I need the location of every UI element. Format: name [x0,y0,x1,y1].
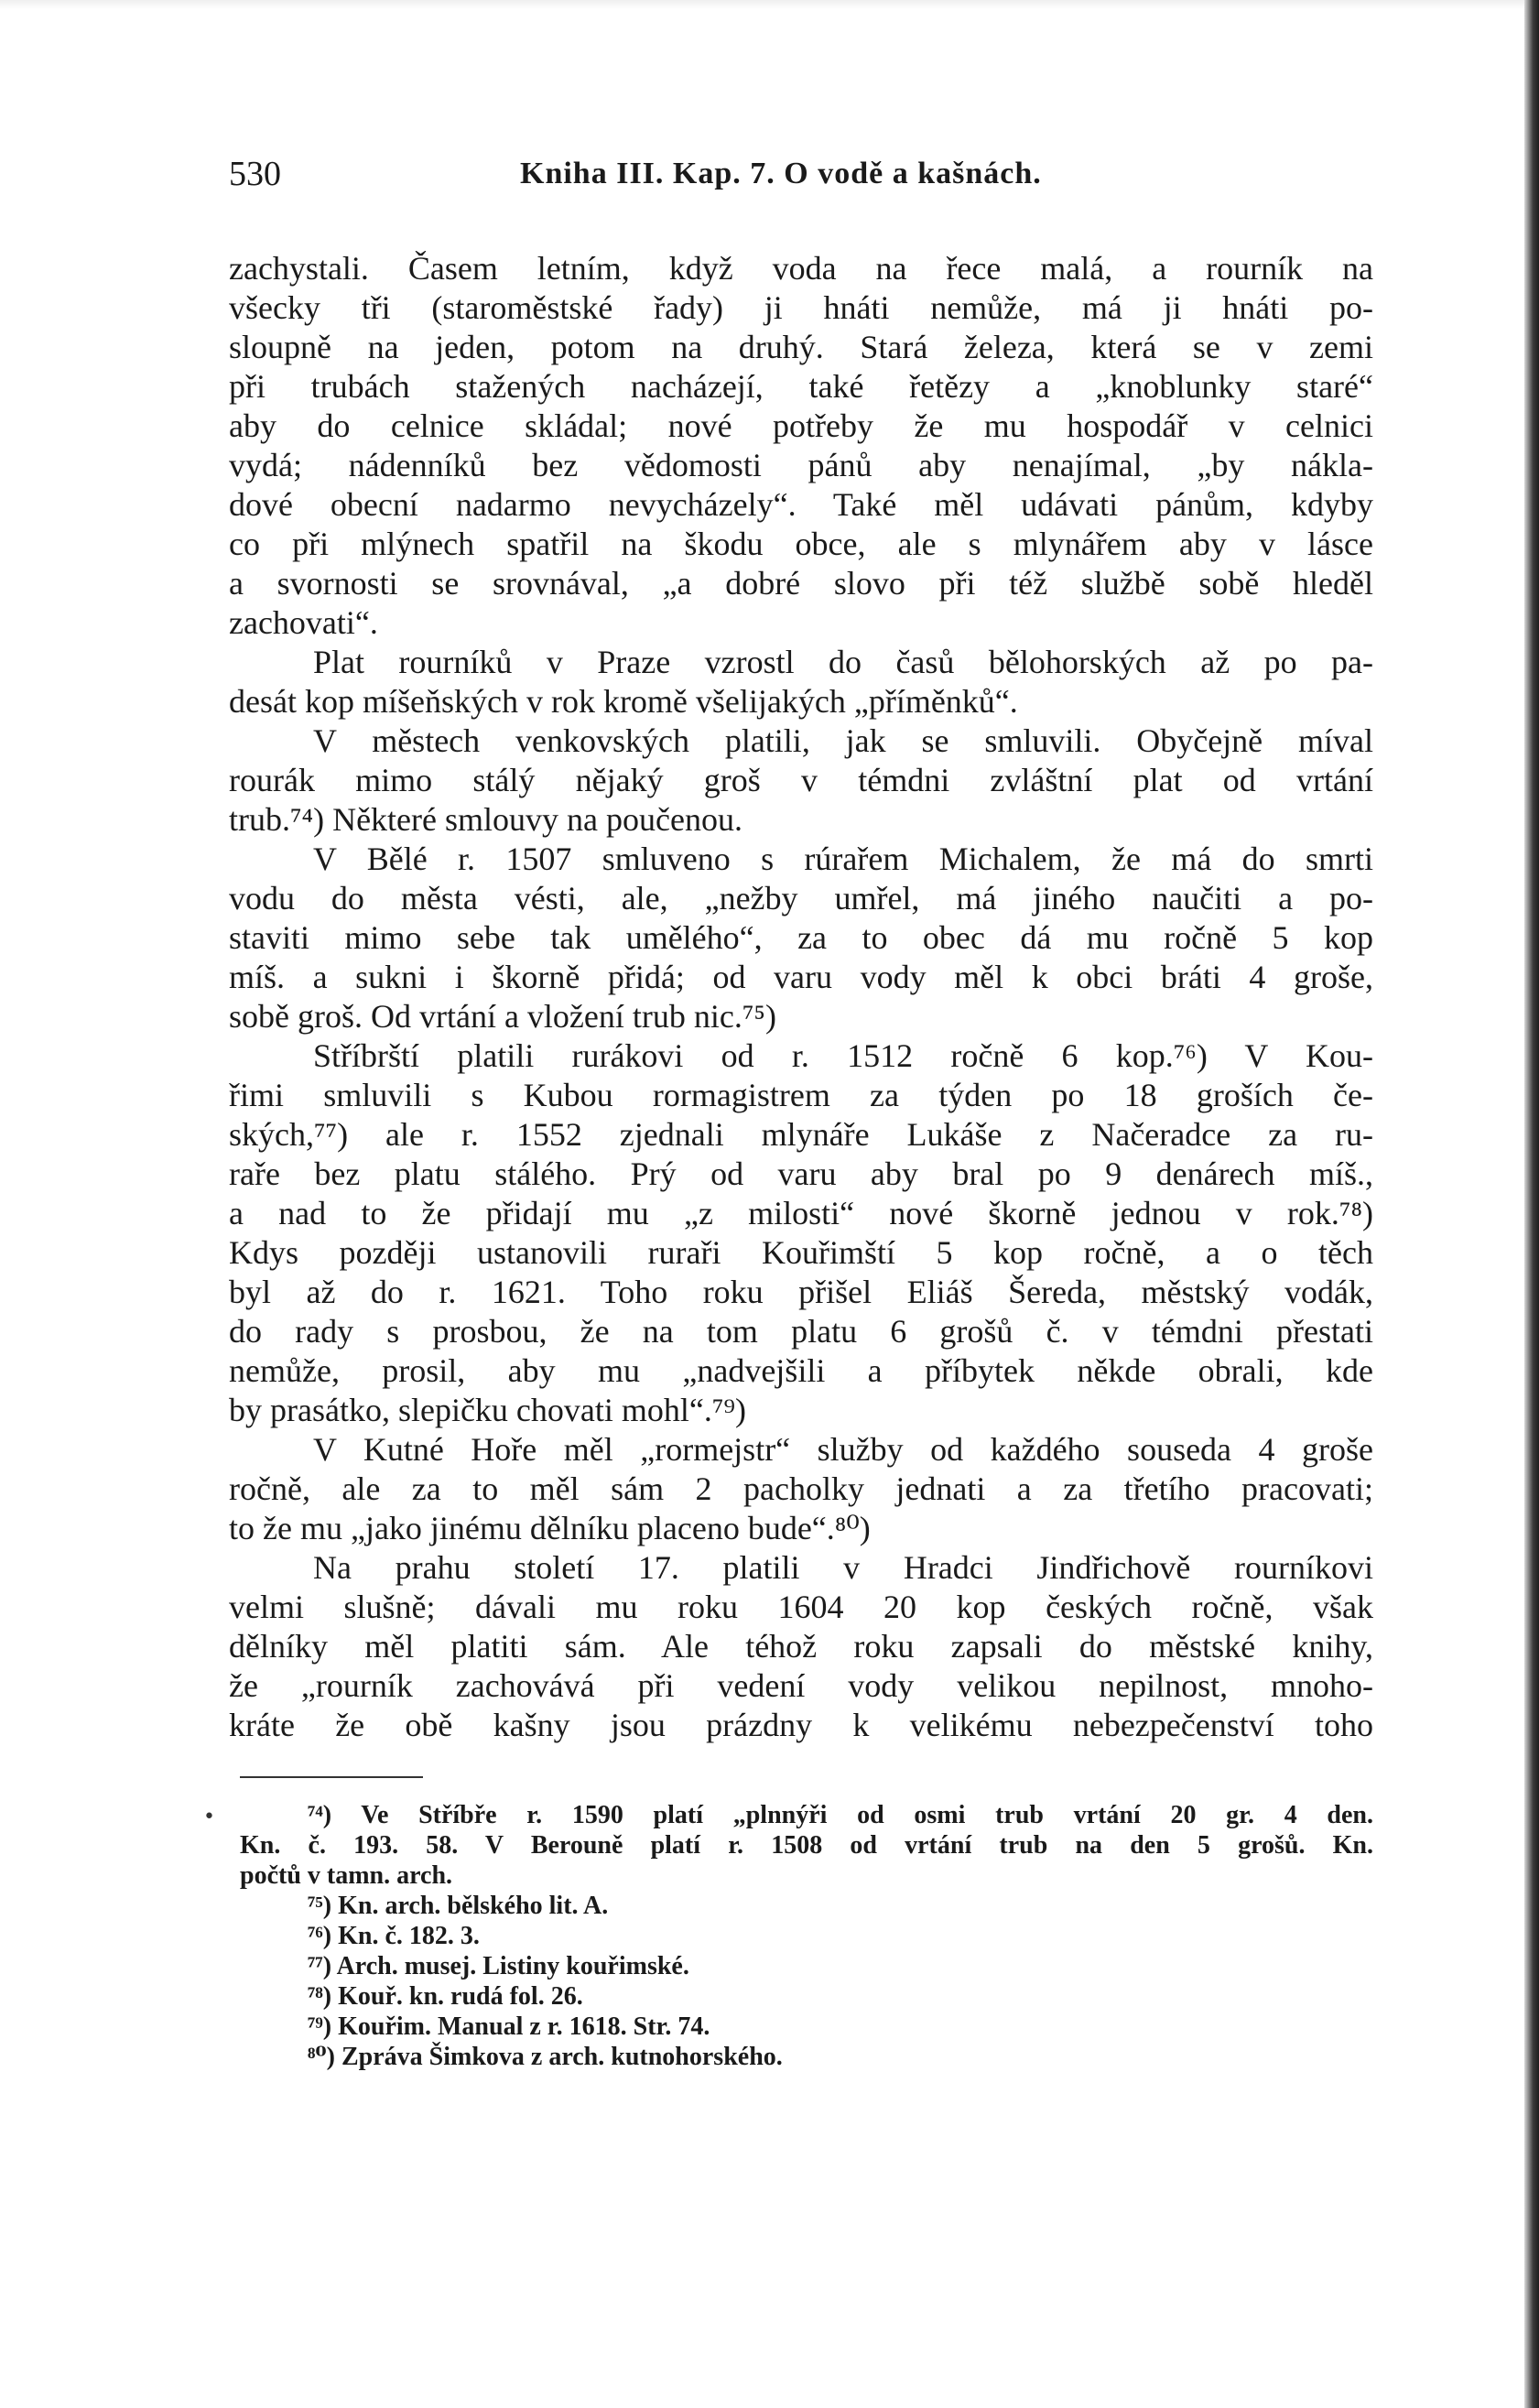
running-head: Kniha III. Kap. 7. O vodě a kašnách. [520,157,1042,190]
text-line: byl až do r. 1621. Toho roku přišel Eliáš Šereda, městský vodák, [229,1274,1373,1310]
text-line: trub.⁷⁴) Některé smlouvy na poučenou. [229,801,742,838]
text-line: do rady s prosbou, že na tom platu 6 grošů č. v témdni přestati [229,1313,1373,1350]
text-line: velmi slušně; dávali mu roku 1604 20 kop českých ročně, však [229,1589,1373,1625]
footnote-line: počtů v tamn. arch. [240,1861,453,1890]
text-line: raře bez platu stálého. Prý od varu aby bral po 9 denárech míš., [229,1155,1373,1192]
text-line: zachovati“. [229,604,378,641]
text-line: řimi smluvili s Kubou rormagistrem za týden po 18 groších če- [229,1077,1373,1113]
scan-right-edge [1524,0,1539,2408]
text-line: nemůže, prosil, aby mu „nadvejšili a příbytek někde obrali, kde [229,1352,1373,1389]
footnotes [240,1800,1373,2072]
text-line: V Bělé r. 1507 smluveno s rúrařem Michalem, že má do smrti [313,841,1373,877]
text-line: zachystali. Časem letním, když voda na řece malá, a rourník na [229,250,1373,287]
text-line: vydá; nádenníků bez vědomosti pánů aby nenajímal, „by nákla- [229,447,1373,483]
footnote-line: ⁷⁸) Kouř. kn. rudá fol. 26. [308,1982,583,2011]
text-line: dělníky měl platiti sám. Ale téhož roku zapsali do městské knihy, [229,1628,1373,1665]
text-line: a nad to že přidají mu „z milosti“ nové škorně jednou v rok.⁷⁸) [229,1195,1373,1231]
footnote-line: ⁷⁴) Ve Stříbře r. 1590 platí „plnnýři od osmi trub vrtání 20 gr. 4 den. [308,1801,1373,1829]
text-line: V městech venkovských platili, jak se smluvili. Obyčejně míval [313,722,1373,759]
footnote-line: ⁷⁵) Kn. arch. bělského lit. A. [308,1892,609,1920]
text-line: Na prahu století 17. platili v Hradci Jindřichově rourníkovi [313,1549,1373,1586]
bullet-mark: • [203,1806,215,1828]
footnote-divider [240,1776,423,1778]
text-line: to že mu „jako jinému dělníku placeno bude“.⁸⁰) [229,1510,871,1546]
text-line: dové obecní nadarmo nevycházely“. Také měl udávati pánům, kdyby [229,486,1373,523]
text-line: co při mlýnech spatřil na škodu obce, ale s mlynářem aby v lásce [229,526,1373,562]
text-line: a svornosti se srovnával, „a dobré slovo při též službě sobě hleděl [229,565,1373,602]
text-line: Kdys později ustanovili ruraři Kouřimští 5 kop ročně, a o těch [229,1234,1373,1271]
footnote-line: ⁷⁶) Kn. č. 182. 3. [308,1922,480,1950]
text-line: všecky tři (staroměstské řady) ji hnáti nemůže, má ji hnáti po- [229,289,1373,326]
footnote-line: ⁷⁹) Kouřim. Manual z r. 1618. Str. 74. [308,2012,710,2041]
text-line: ročně, ale za to měl sám 2 pacholky jednati a za třetího pracovati; [229,1470,1373,1507]
footnote-line: Kn. č. 193. 58. V Berouně platí r. 1508 od vrtání trub na den 5 grošů. Kn. [240,1831,1373,1860]
scan-top-edge [0,0,1539,9]
text-line: sobě groš. Od vrtání a vložení trub nic.⁷⁵) [229,998,776,1035]
text-line: Plat rourníků v Praze vzrostl do časů bělohorských až po pa- [313,644,1373,680]
text-line: že „rourník zachovává při vedení vody velikou nepilnost, mnoho- [229,1667,1373,1704]
text-line: Stříbrští platili rurákovi od r. 1512 ročně 6 kop.⁷⁶) V Kou- [313,1037,1373,1074]
text-line: aby do celnice skládal; nové potřeby že mu hospodář v celnici [229,407,1373,444]
footnote-line: ⁷⁷) Arch. musej. Listiny kouřimské. [308,1952,689,1980]
text-line: desát kop míšeňských v rok kromě všelijakých „příměnků“. [229,683,1018,720]
text-line: ských,⁷⁷) ale r. 1552 zjednali mlynáře Lukáše z Načeradce za ru- [229,1116,1373,1153]
text-line: sloupně na jeden, potom na druhý. Stará železa, která se v zemi [229,329,1373,365]
text-line: staviti mimo sebe tak umělého“, za to obec dá mu ročně 5 kop [229,919,1373,956]
text-line: V Kutné Hoře měl „rormejstr“ služby od každého souseda 4 groše [313,1431,1373,1468]
text-line: vodu do města vésti, ale, „nežby umřel, má jiného naučiti a po- [229,880,1373,917]
text-line: rourák mimo stálý nějaký groš v témdni zvláštní plat od vrtání [229,762,1373,798]
page-number: 530 [229,155,281,193]
main-text [229,249,1373,1745]
footnote-line: ⁸⁰) Zpráva Šimkova z arch. kutnohorského. [308,2043,783,2071]
text-line: by prasátko, slepičku chovati mohl“.⁷⁹) [229,1392,746,1428]
text-line: kráte že obě kašny jsou prázdny k velikému nebezpečenství toho [229,1707,1373,1743]
text-line: při trubách stažených nacházejí, také řetězy a „knoblunky staré“ [229,368,1373,405]
text-line: míš. a sukni i škorně přidá; od varu vody měl k obci bráti 4 groše, [229,959,1373,995]
